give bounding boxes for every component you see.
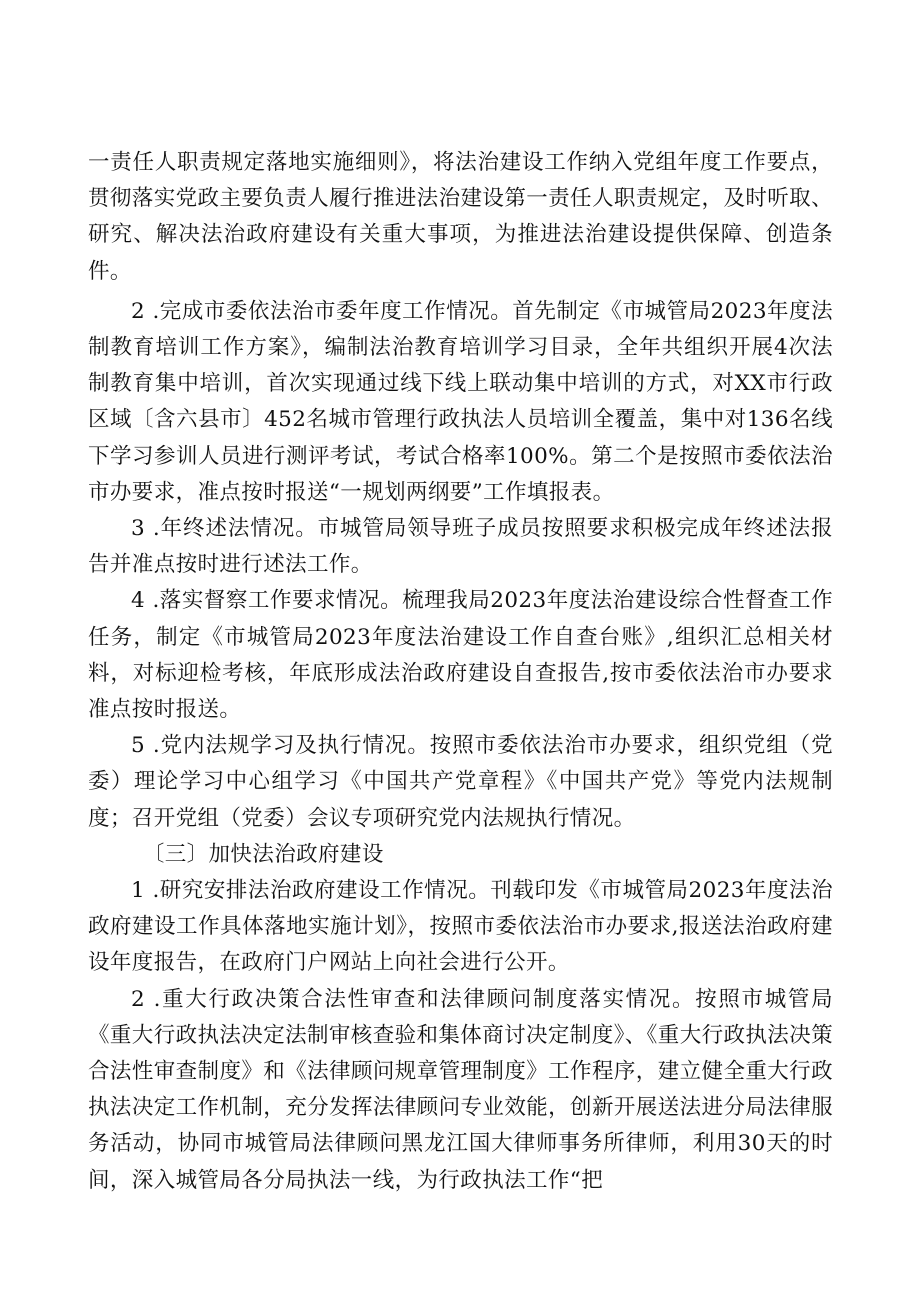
document-body bbox=[88, 145, 833, 1199]
paragraph-section3-item-2: 2 .重大行政决策合法性审查和法律顾问制度落实情况。按照市城管局《重大行政执法决定法制审核查验和集体商讨决定制度》、《重大行政执法决策合法性审查制度》和《法律顾问规章管理制度》工作程序，建立健全重大行政执法决定工作机制，充分发挥法律顾问专业效能，创新开展送法进分局法律服务活动，协同市城管局法律顾问黑龙江国大律师事务所律师，利用30天的时间，深入城管局各分局执法一线，为行政执法工作“把 bbox=[88, 986, 834, 1193]
paragraph-item-4-inspection: 4 .落实督察工作要求情况。梳理我局2023年度法治建设综合性督查工作任务，制定《市城管局2023年度法治建设工作自查台账》,组织汇总相关材料，对标迎检考核，年底形成法治政府建设自查报告,按市委依法治市办要求准点按时报送。 bbox=[88, 588, 833, 723]
paragraph-continuation: 一责任人职责规定落地实施细则》，将法治建设工作纳入党组年度工作要点，贯彻落实党政主要负责人履行推进法治建设第一责任人职责规定，及时听取、研究、解决法治政府建设有关重大事项，为推进法治建设提供保障、创造条件。 bbox=[88, 150, 833, 284]
paragraph-section3-item-1: 1 .研究安排法治政府建设工作情况。刊载印发《市城管局2023年度法治政府建设工作具体落地实施计划》，按照市委依法治市办要求,报送法治政府建设年度报告，在政府门户网站上向社会进行公开。 bbox=[88, 878, 833, 976]
paragraph-item-2-annual-work: 2 .完成市委依法治市委年度工作情况。首先制定《市城管局2023年度法制教育培训工作方案》，编制法治教育培训学习目录，全年共组织开展4次法制教育集中培训，首次实现通过线下线上联动集中培训的方式，对XX市行政区域〔含六县市〕452名城市管理行政执法人员培训全覆盖，集中对136名线下学习参训人员进行测评考试，考试合格率100%。第二个是按照市委依法治市办要求，准点按时报送“一规划两纲要”工作填报表。 bbox=[88, 298, 833, 505]
section-heading-three: 〔三〕加快法治政府建设 bbox=[142, 841, 384, 867]
paragraph-item-3-year-end-report: 3 .年终述法情况。市城管局领导班子成员按照要求积极完成年终述法报告并准点按时进行述法工作。 bbox=[88, 516, 833, 578]
paragraph-item-5-party-regulations: 5 .党内法规学习及执行情况。按照市委依法治市办要求，组织党组（党委）理论学习中心组学习《中国共产党章程》《中国共产党》等党内法规制度；召开党组（党委）会议专项研究党内法规执行情况。 bbox=[88, 733, 833, 831]
